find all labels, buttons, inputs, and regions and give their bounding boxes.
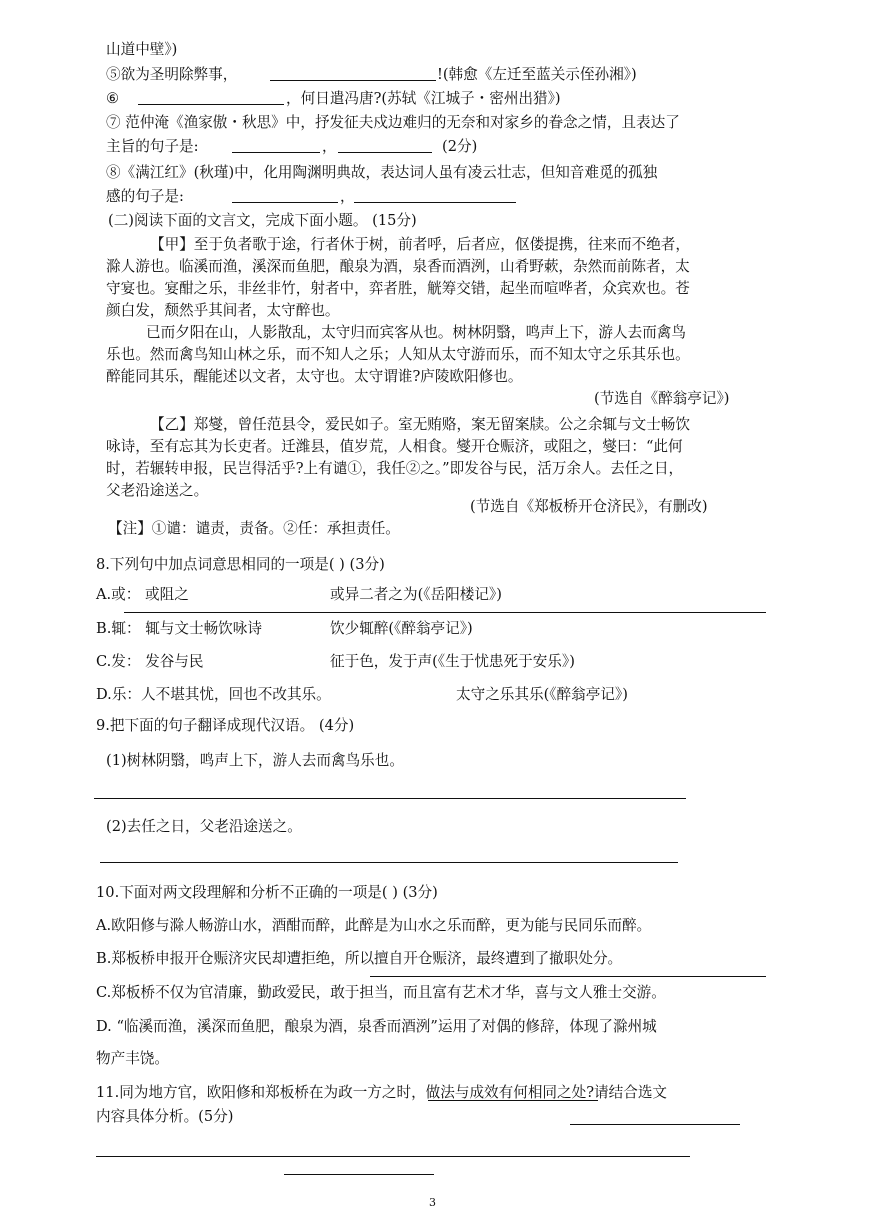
translate-item-2: (2)去任之日，父老沿途送之。	[106, 818, 302, 835]
answer-line[interactable]	[284, 1174, 434, 1175]
rule-line	[370, 976, 766, 977]
passage-line: 【乙】郑燮，曾任范县令，爱民如子。室无贿赂，案无留案牍。公之余辄与文士畅饮	[150, 416, 690, 433]
source-note: (节选自《郑板桥开仓济民》，有删改)	[470, 498, 708, 515]
answer-line[interactable]	[94, 798, 686, 799]
option-line: A.欧阳修与滁人畅游山水，酒酣而醉，此醉是为山水之乐而醉，更为能与民同乐而醉。	[96, 917, 652, 934]
answer-blank[interactable]	[232, 138, 320, 153]
rule-line	[570, 1124, 740, 1125]
text-line: !(韩愈《左迁至蓝关示侄孙湘》)	[437, 66, 637, 83]
answer-blank[interactable]	[138, 90, 284, 105]
option-a-right: 或异二者之为(《岳阳楼记》)	[330, 586, 502, 603]
page-number: 3	[429, 1196, 436, 1209]
answer-line[interactable]	[96, 1156, 690, 1157]
option-line: B.郑板桥申报开仓赈济灾民却遭拒绝，所以擅自开仓赈济，最终遭到了撤职处分。	[96, 950, 623, 967]
passage-line: 已而夕阳在山，人影散乱，太守归而宾客从也。树林阴翳，鸣声上下，游人去而禽鸟	[146, 324, 686, 341]
answer-line[interactable]	[100, 862, 678, 863]
option-line: D. “临溪而渔，溪深而鱼肥，酿泉为酒，泉香而酒洌”运用了对偶的修辞，体现了滁州城	[96, 1018, 657, 1035]
question-8: 8.下列句中加点词意思相同的一项是( ) (3分)	[96, 556, 385, 573]
passage-line: 乐也。然而禽鸟知山林之乐，而不知人之乐；人知从太守游而乐，而不知太守之乐其乐也。	[106, 346, 690, 363]
option-d-left: D.乐：人不堪其忧，回也不改其乐。	[96, 686, 331, 703]
answer-blank[interactable]	[338, 138, 432, 153]
text-line: 感的句子是:	[106, 188, 184, 205]
option-line: C.郑板桥不仅为官清廉，勤政爱民，敢于担当，而且富有艺术才华，喜与文人雅士交游。	[96, 984, 666, 1001]
passage-line: 【甲】至于负者歌于途，行者休于树，前者呼，后者应，伛偻提携，往来而不绝者，	[150, 236, 690, 253]
text-line: (2分)	[442, 138, 478, 155]
text-line: ⑤欲为圣明除弊事，	[106, 66, 238, 83]
question-10: 10.下面对两文段理解和分析不正确的一项是( ) (3分)	[96, 884, 438, 901]
passage-line: 父老沿途送之。	[106, 482, 209, 499]
text-line: ，何日遣冯唐?(苏轼《江城子・密州出猎》)	[286, 90, 561, 107]
passage-line: 咏诗，至有忘其为长吏者。迁潍县，值岁荒，人相食。燮开仓赈济，或阻之，燮曰：“此何	[106, 438, 683, 455]
answer-blank[interactable]	[354, 188, 516, 203]
question-9: 9.把下面的句子翻译成现代汉语。 (4分)	[96, 717, 355, 734]
rule-line	[428, 1100, 598, 1101]
text-line: ⑧《满江红》(秋瑾)中，化用陶渊明典故，表达词人虽有凌云壮志，但知音难觅的孤独	[106, 164, 658, 181]
answer-blank[interactable]	[232, 188, 338, 203]
passage-line: 醉能同其乐，醒能述以文者，太守也。太守谓谁?庐陵欧阳修也。	[106, 368, 523, 385]
section-heading: (二)阅读下面的文言文，完成下面小题。 (15分)	[108, 212, 417, 229]
text-line: ⑦ 范仲淹《渔家傲・秋思》中，抒发征夫戍边难归的无奈和对家乡的眷念之情，且表达了	[106, 114, 680, 131]
passage-line: 守宴也。宴酣之乐，非丝非竹，射者中，弈者胜，觥筹交错，起坐而喧哗者，众宾欢也。苍	[106, 280, 690, 297]
option-c-left: C.发： 发谷与民	[96, 653, 204, 670]
rule-line	[124, 612, 766, 613]
footnote: 【注】①谴：谴责，责备。②任：承担责任。	[108, 520, 400, 537]
option-a-left: A.或： 或阻之	[96, 586, 189, 603]
text-line: ，	[322, 138, 337, 155]
text-line: ，	[340, 188, 355, 205]
option-line: 物产丰饶。	[96, 1050, 169, 1067]
text-line: ⑥	[106, 90, 120, 107]
option-b-left: B.辄： 辄与文士畅饮咏诗	[96, 620, 262, 637]
option-d-right: 太守之乐其乐(《醉翁亭记》)	[456, 686, 628, 703]
option-c-right: 征于色，发于声(《生于忧患死于安乐》)	[330, 653, 575, 670]
passage-line: 滁人游也。临溪而渔，溪深而鱼肥，酿泉为酒，泉香而酒洌，山肴野蔌，杂然而前陈者，太	[106, 258, 690, 275]
answer-blank[interactable]	[270, 66, 436, 81]
question-11-cont: 内容具体分析。(5分)	[96, 1108, 234, 1125]
option-b-right: 饮少辄醉(《醉翁亭记》)	[330, 620, 473, 637]
source-note: (节选自《醉翁亭记》)	[594, 390, 730, 407]
question-11: 11.同为地方官，欧阳修和郑板桥在为政一方之时，做法与成效有何相同之处?请结合选文	[96, 1084, 668, 1101]
text-line: 主旨的句子是:	[106, 138, 199, 155]
text-line: 山道中壁》)	[106, 41, 178, 58]
passage-line: 时，若辗转申报，民岂得活乎?上有谴①，我任②之。”即发谷与民，活万余人。去任之日，	[106, 460, 684, 477]
passage-line: 颜白发，颓然乎其间者，太守醉也。	[106, 302, 340, 319]
translate-item-1: (1)树林阴翳，鸣声上下，游人去而禽鸟乐也。	[106, 752, 404, 769]
